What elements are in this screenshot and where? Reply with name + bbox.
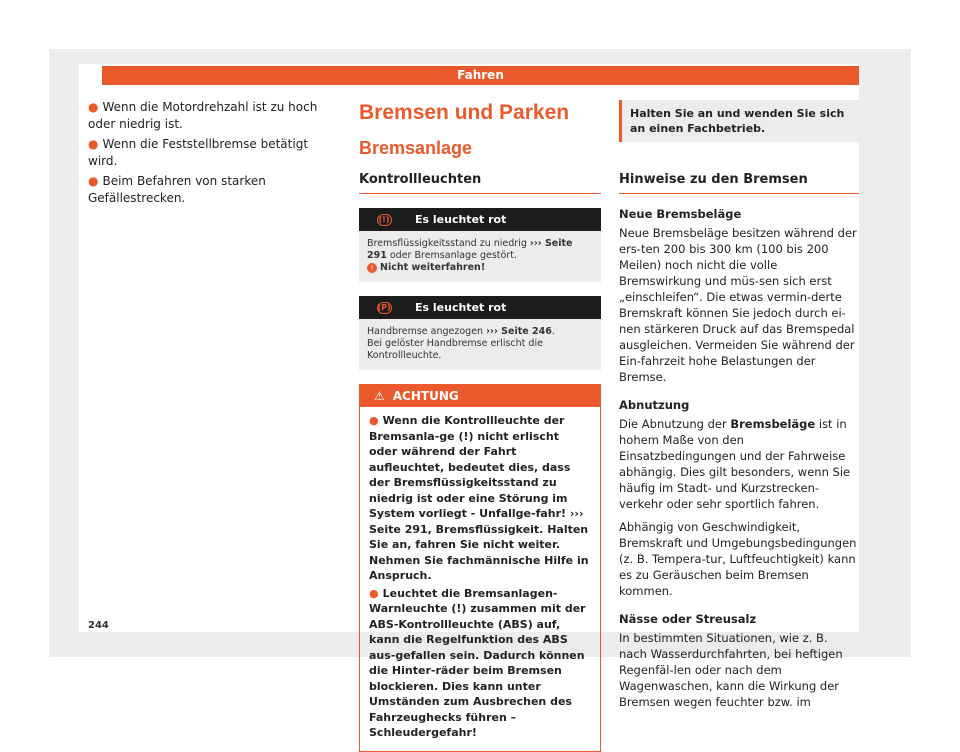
list-item: ● Beim Befahren von starken Gefällestrecken. xyxy=(88,174,266,205)
warning-text xyxy=(360,407,600,751)
bullet-icon: ● xyxy=(88,137,99,151)
indicator-description: Bremsflüssigkeitsstand zu niedrig ››› Seite 291 oder Bremsanlage gestört. ! Nicht weiterfahren! xyxy=(359,231,601,282)
column-left xyxy=(88,99,340,210)
bullet-icon: ● xyxy=(88,174,99,188)
warning-paragraph: ● Leuchtet die Bremsanlagen-Warnleuchte (!) zusammen mit der ABS-Kontrollleuchte (ABS) auf, kann die Regelfunktion des ABS aus-gefallen sein. Dadurch können die Hinter-räder beim Bremsen blockieren. Dies kann unter Umständen zum Ausbrechen des Fahrzeughecks führen – Schleudergefahr! xyxy=(369,586,586,739)
indicator-box-brake xyxy=(359,208,601,282)
list-item: ● Wenn die Feststellbremse betätigt wird. xyxy=(88,137,309,168)
indicator-box-parking xyxy=(359,296,601,370)
brake-warning-icon: (!) xyxy=(365,214,403,226)
stop-icon: ! xyxy=(367,263,377,273)
warning-paragraph: ● Wenn die Kontrollleuchte der Bremsanla-ge (!) nicht erlischt oder während der Fahrt aufleuchtet, bedeutet dies, dass der Bremsflüssigkeitsstand zu niedrig ist oder eine Störung im System vorliegt - Unfallge-fahr! ››› Seite 291, Bremsflüssigkeit. Halten Sie an, fahren Sie nicht weiter. Nehmen Sie fachmännische Hilfe in Anspruch. xyxy=(369,414,589,582)
note-box: Halten Sie an und wenden Sie sich an einen Fachbetrieb. xyxy=(619,100,859,142)
indicator-header xyxy=(359,208,601,231)
column-middle xyxy=(359,100,601,752)
bullet-icon: ● xyxy=(369,414,379,427)
indicator-description: Handbremse angezogen ››› Seite 246. Bei gelöster Handbremse erlischt die Kontrollleuchte. xyxy=(359,319,601,370)
paragraph-heading: Neue Bremsbeläge xyxy=(619,207,742,221)
indicator-title: Es leuchtet rot xyxy=(415,213,507,226)
paragraph: In bestimmten Situationen, wie z. B. nach Wasserdurchfahrten, bei heftigen Regenfäl-len oder nach dem Wagenwaschen, kann die Wirkung der Bremsen wegen feuchter bzw. im xyxy=(619,631,843,709)
warning-triangle-icon: ⚠ xyxy=(374,389,385,403)
paragraph-heading: Nässe oder Streusalz xyxy=(619,612,757,626)
paragraph-heading: Abnutzung xyxy=(619,398,690,412)
indicator-title: Es leuchtet rot xyxy=(415,301,507,314)
list-item: ● Wenn die Motordrehzahl ist zu hoch oder niedrig ist. xyxy=(88,100,318,131)
subsection-title: Kontrollleuchten xyxy=(359,172,601,194)
warning-box xyxy=(359,384,601,752)
warning-header: ⚠ ACHTUNG xyxy=(360,385,600,407)
column-right xyxy=(619,100,859,710)
indicator-header xyxy=(359,296,601,319)
paragraph: Neue Bremsbeläge besitzen während der ers-ten 200 bis 300 km (100 bis 200 Meilen) noch nicht die volle Bremswirkung und müs-sen sich erst „einschleifen“. Die etwas vermin-derte Bremskraft können Sie jedoch durch ei-nen stärkeren Druck auf das Bremspedal ausgleichen. Vermeiden Sie während der Ein-fahrzeit hohe Belastungen der Bremse. xyxy=(619,226,857,384)
page-title: Bremsen und Parken xyxy=(359,101,570,124)
section-title: Bremsanlage xyxy=(359,138,473,158)
bullet-icon: ● xyxy=(369,586,379,600)
paragraph: Die Abnutzung der Bremsbeläge ist in hohem Maße von den Einsatzbedingungen und der Fahrweise abhängig. Dies gilt besonders, wenn Sie häufig im Stadt- und Kurzstrecken-verkehr oder sehr sportlich fahren. xyxy=(619,417,851,511)
page-number: 244 xyxy=(88,620,109,631)
parking-brake-icon: (P) xyxy=(377,302,391,312)
page-reference-link[interactable]: ››› Seite 291 xyxy=(367,238,573,261)
page-reference-link[interactable]: ››› Seite 246 xyxy=(486,326,552,337)
bullet-icon: ● xyxy=(88,100,99,114)
subsection-title: Hinweise zu den Bremsen xyxy=(619,172,859,194)
paragraph: Abhängig von Geschwindigkeit, Bremskraft und Umgebungsbedingungen (z. B. Tempera-tur, Luftfeuchtigkeit) kann es zu Geräuschen beim Bremsen kommen. xyxy=(619,520,857,598)
chapter-header: Fahren xyxy=(102,66,859,85)
